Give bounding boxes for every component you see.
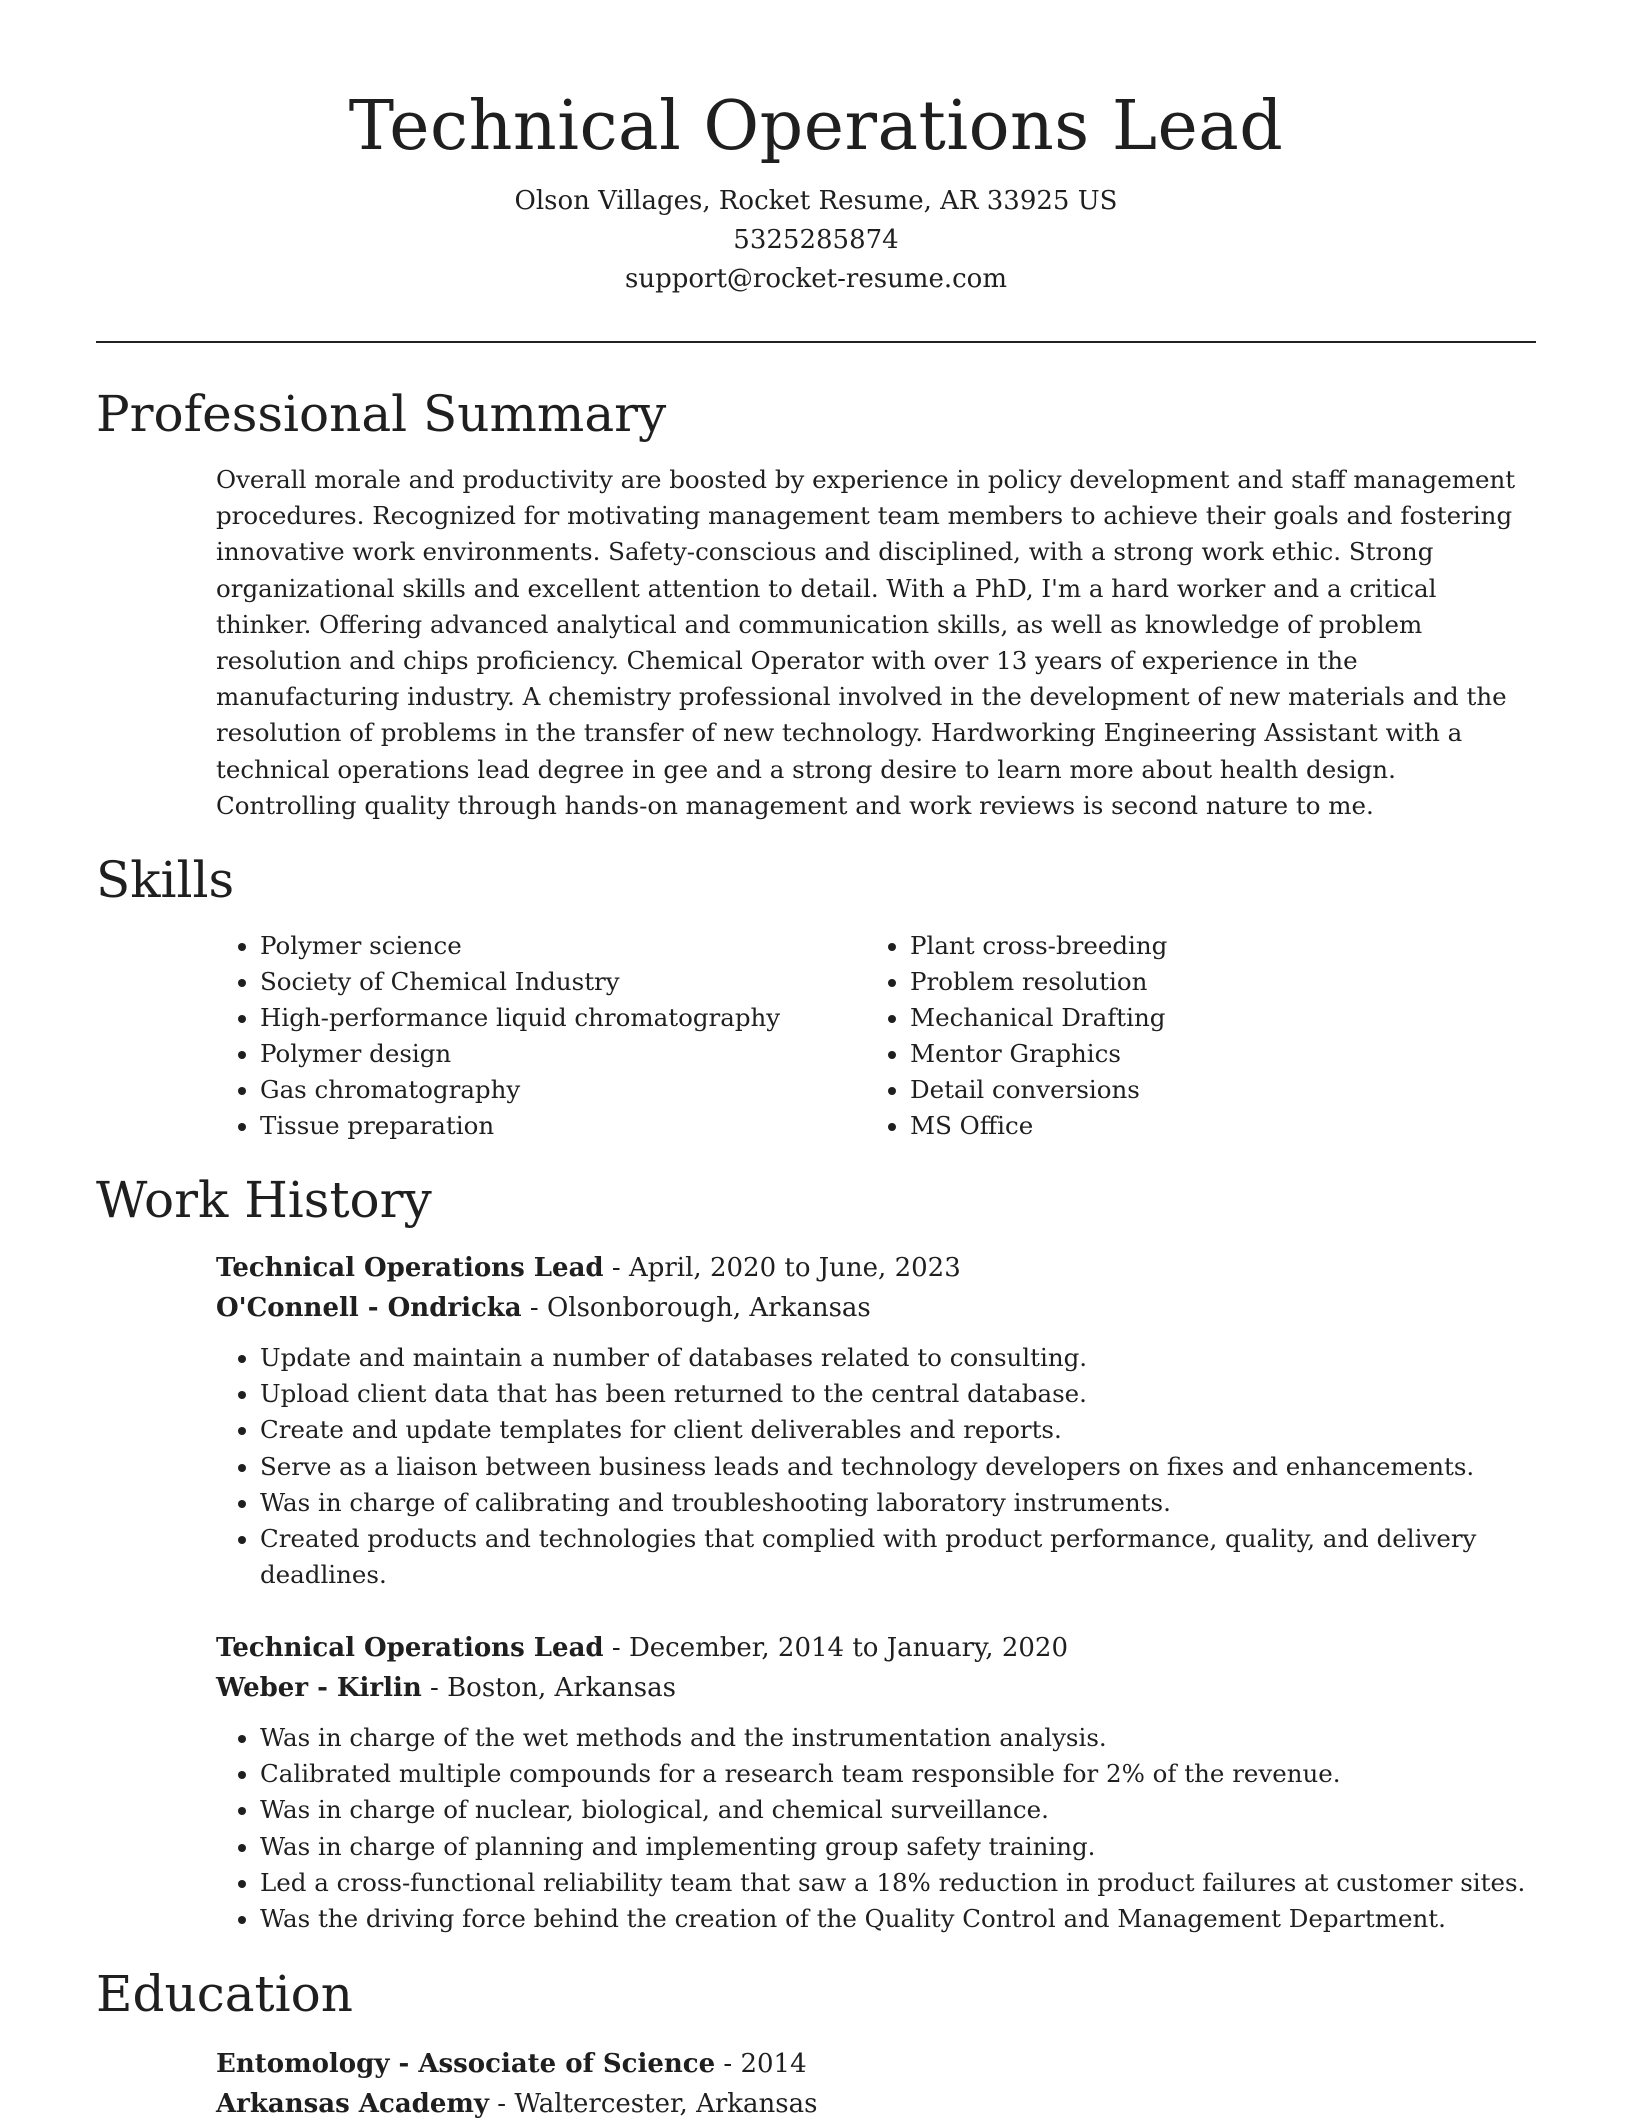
skill-item: • Mentor Graphics (910, 1036, 1516, 1072)
education-location: - Waltercester, Arkansas (489, 2089, 818, 2119)
job-location: - Olsonborough, Arkansas (521, 1293, 871, 1323)
job-location: - Boston, Arkansas (421, 1673, 676, 1703)
skills-list-right (866, 928, 1516, 1144)
job-bullet: • Led a cross-functional reliability team that saw a 18% reduction in product failures at customer sites. (260, 1865, 1536, 1901)
skill-item: • Tissue preparation (260, 1108, 866, 1144)
skill-item: • Mechanical Drafting (910, 1000, 1516, 1036)
skill-item: • Society of Chemical Industry (260, 964, 866, 1000)
header-divider (96, 341, 1536, 343)
job-bullet: • Created products and technologies that complied with product performance, quality, and delivery deadlines. (260, 1521, 1536, 1593)
contact-email: support@rocket-resume.com (624, 264, 1007, 294)
education-field: Entomology - Associate of Science (216, 2049, 716, 2079)
job-company: Weber - Kirlin (216, 1673, 422, 1703)
job-bullet: • Was the driving force behind the creation of the Quality Control and Management Department. (260, 1901, 1536, 1937)
education-year: - 2014 (715, 2049, 807, 2079)
skill-item: • Gas chromatography (260, 1072, 866, 1108)
job-entry (216, 1248, 1536, 1593)
summary-text: Overall morale and productivity are boosted by experience in policy development and staff management procedures. Recognized for motivating management team members to achieve their goals and fostering innovative work environments. Safety-conscious and disciplined, with a strong work ethic. Strong organizational skills and excellent attention to detail. With a PhD, I'm a hard worker and a critical thinker. Offering advanced analytical and communication skills, as well as knowledge of problem resolution and chips proficiency. Chemical Operator with over 13 years of experience in the manufacturing industry. A chemistry professional involved in the development of new materials and the resolution of problems in the transfer of new technology. Hardworking Engineering Assistant with a technical operations lead degree in gee and a strong desire to learn more about health design. Controlling quality through hands-on management and work reviews is second nature to me. (216, 465, 1516, 820)
education-entry (216, 2044, 1536, 2124)
job-bullet: • Was in charge of nuclear, biological, and chemical surveillance. (260, 1792, 1536, 1828)
skill-item: • Problem resolution (910, 964, 1516, 1000)
job-bullet: • Upload client data that has been returned to the central database. (260, 1376, 1536, 1412)
education-school: Arkansas Academy (216, 2089, 489, 2119)
skills-list-left (216, 928, 866, 1144)
skill-item: • Plant cross-breeding (910, 928, 1516, 964)
job-bullet: • Was in charge of planning and implementing group safety training. (260, 1829, 1536, 1865)
skill-item: • Polymer design (260, 1036, 866, 1072)
job-bullet: • Create and update templates for client deliverables and reports. (260, 1412, 1536, 1448)
job-company-line (216, 1668, 1536, 1708)
job-dates: - April, 2020 to June, 2023 (603, 1253, 961, 1283)
job-bullet: • Was in charge of the wet methods and the instrumentation analysis. (260, 1720, 1536, 1756)
job-entry (216, 1628, 1536, 1937)
job-title-line (216, 1628, 1536, 1668)
job-company: O'Connell - Ondricka (216, 1293, 522, 1323)
contact-block (0, 182, 1632, 299)
contact-address: Olson Villages, Rocket Resume, AR 33925 US (514, 186, 1118, 216)
skill-item: • MS Office (910, 1108, 1516, 1144)
job-role: Technical Operations Lead (216, 1253, 604, 1283)
education-school-line (216, 2084, 1536, 2124)
section-title-skills: Skills (96, 851, 235, 909)
section-title-work-history: Work History (96, 1171, 432, 1229)
resume-header (0, 0, 1632, 299)
section-title-education: Education (96, 1965, 353, 2023)
job-title-line (216, 1248, 1536, 1288)
job-role: Technical Operations Lead (216, 1633, 604, 1663)
job-company-line (216, 1288, 1536, 1328)
job-bullet: • Serve as a liaison between business leads and technology developers on fixes and enhancements. (260, 1449, 1536, 1485)
skill-item: • High-performance liquid chromatography (260, 1000, 866, 1036)
job-bullets (216, 1720, 1536, 1937)
job-bullet: • Update and maintain a number of databases related to consulting. (260, 1340, 1536, 1376)
skills-columns (216, 928, 1536, 1144)
job-bullet: • Calibrated multiple compounds for a research team responsible for 2% of the revenue. (260, 1756, 1536, 1792)
job-bullet: • Was in charge of calibrating and troubleshooting laboratory instruments. (260, 1485, 1536, 1521)
skill-item: • Detail conversions (910, 1072, 1516, 1108)
skill-item: • Polymer science (260, 928, 866, 964)
job-bullets (216, 1340, 1536, 1593)
job-dates: - December, 2014 to January, 2020 (603, 1633, 1068, 1663)
education-degree-line (216, 2044, 1536, 2084)
section-title-summary: Professional Summary (96, 385, 667, 443)
contact-phone: 5325285874 (733, 225, 899, 255)
candidate-name: Technical Operations Lead (348, 87, 1284, 166)
